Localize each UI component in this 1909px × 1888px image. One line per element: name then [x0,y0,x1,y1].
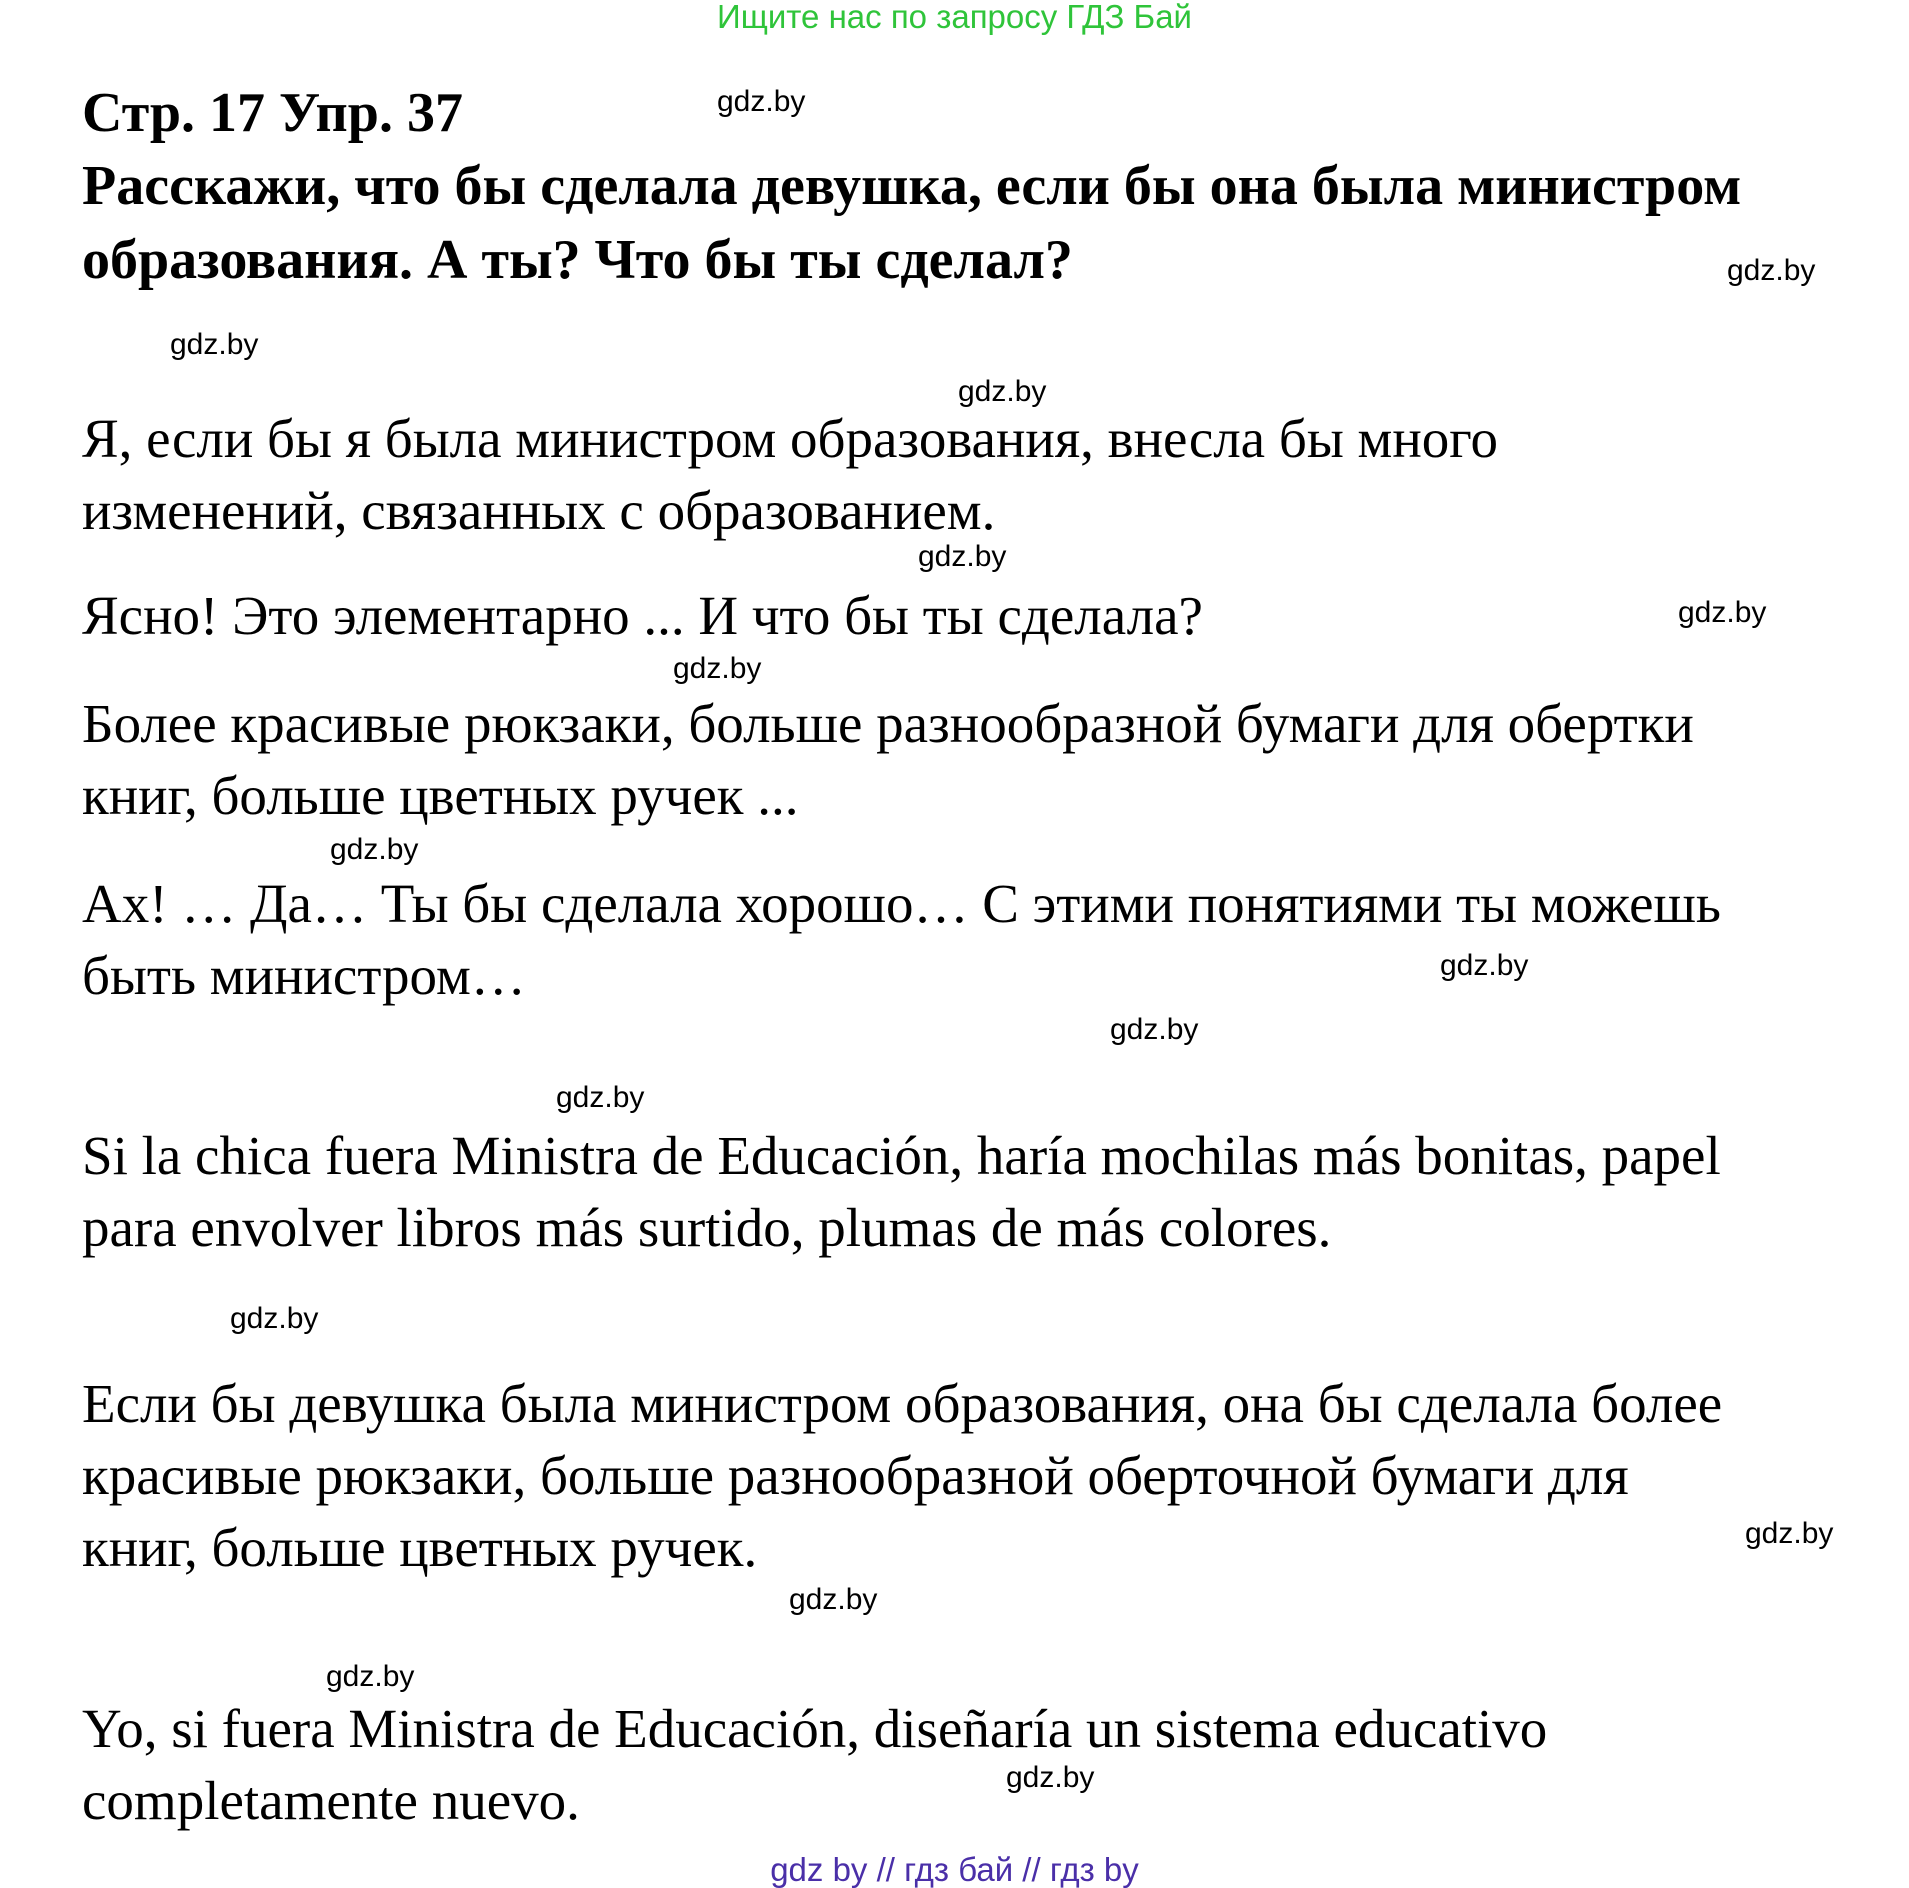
answer-ru-line-1: Если бы девушка была министром образования, она бы сделала более [82,1373,1723,1434]
watermark: gdz.by [958,375,1047,408]
watermark: gdz.by [1678,596,1767,629]
footer-links: gdz by // гдз бай // гдз by [770,1851,1139,1888]
task-line-2: образования. А ты? Что бы ты сделал? [82,229,1073,291]
watermark: gdz.by [673,652,762,685]
watermark: gdz.by [230,1302,319,1335]
watermark: gdz.by [326,1660,415,1693]
dialogue-line-1b: изменений, связанных с образованием. [82,480,996,541]
dialogue-line-2: Ясно! Это элементарно ... И что бы ты сделала? [82,585,1203,646]
answer-es-1-line-2: para envolver libros más surtido, plumas de más colores. [82,1197,1332,1258]
answer-es-1-line-1: Si la chica fuera Ministra de Educación, haría mochilas más bonitas, papel [82,1125,1721,1186]
top-banner: Ищите нас по запросу ГДЗ Бай [717,0,1192,35]
dialogue-line-4b: быть министром… [82,945,526,1006]
answer-es-2-line-2: completamente nuevo. [82,1770,580,1831]
dialogue-line-4a: Ах! … Да… Ты бы сделала хорошо… С этими понятиями ты можешь [82,873,1721,934]
watermark: gdz.by [1745,1517,1834,1550]
watermark: gdz.by [170,328,259,361]
watermark: gdz.by [1006,1761,1095,1794]
watermark: gdz.by [556,1081,645,1114]
watermark: gdz.by [1727,254,1816,287]
watermark: gdz.by [1110,1013,1199,1046]
watermark: gdz.by [1440,949,1529,982]
answer-es-2-line-1: Yo, si fuera Ministra de Educación, diseñaría un sistema educativo [82,1698,1548,1759]
dialogue-line-1a: Я, если бы я была министром образования, внесла бы много [82,408,1498,469]
watermark: gdz.by [717,85,806,118]
watermark: gdz.by [789,1583,878,1616]
answer-ru-line-3: книг, больше цветных ручек. [82,1517,758,1578]
answer-ru-line-2: красивые рюкзаки, больше разнообразной оберточной бумаги для [82,1445,1629,1506]
watermark: gdz.by [918,540,1007,573]
watermark: gdz.by [330,833,419,866]
page-title: Стр. 17 Упр. 37 [82,82,463,144]
task-line-1: Расскажи, что бы сделала девушка, если бы она была министром [82,155,1742,217]
dialogue-line-3b: книг, больше цветных ручек ... [82,765,799,826]
dialogue-line-3a: Более красивые рюкзаки, больше разнообразной бумаги для обертки [82,693,1694,754]
